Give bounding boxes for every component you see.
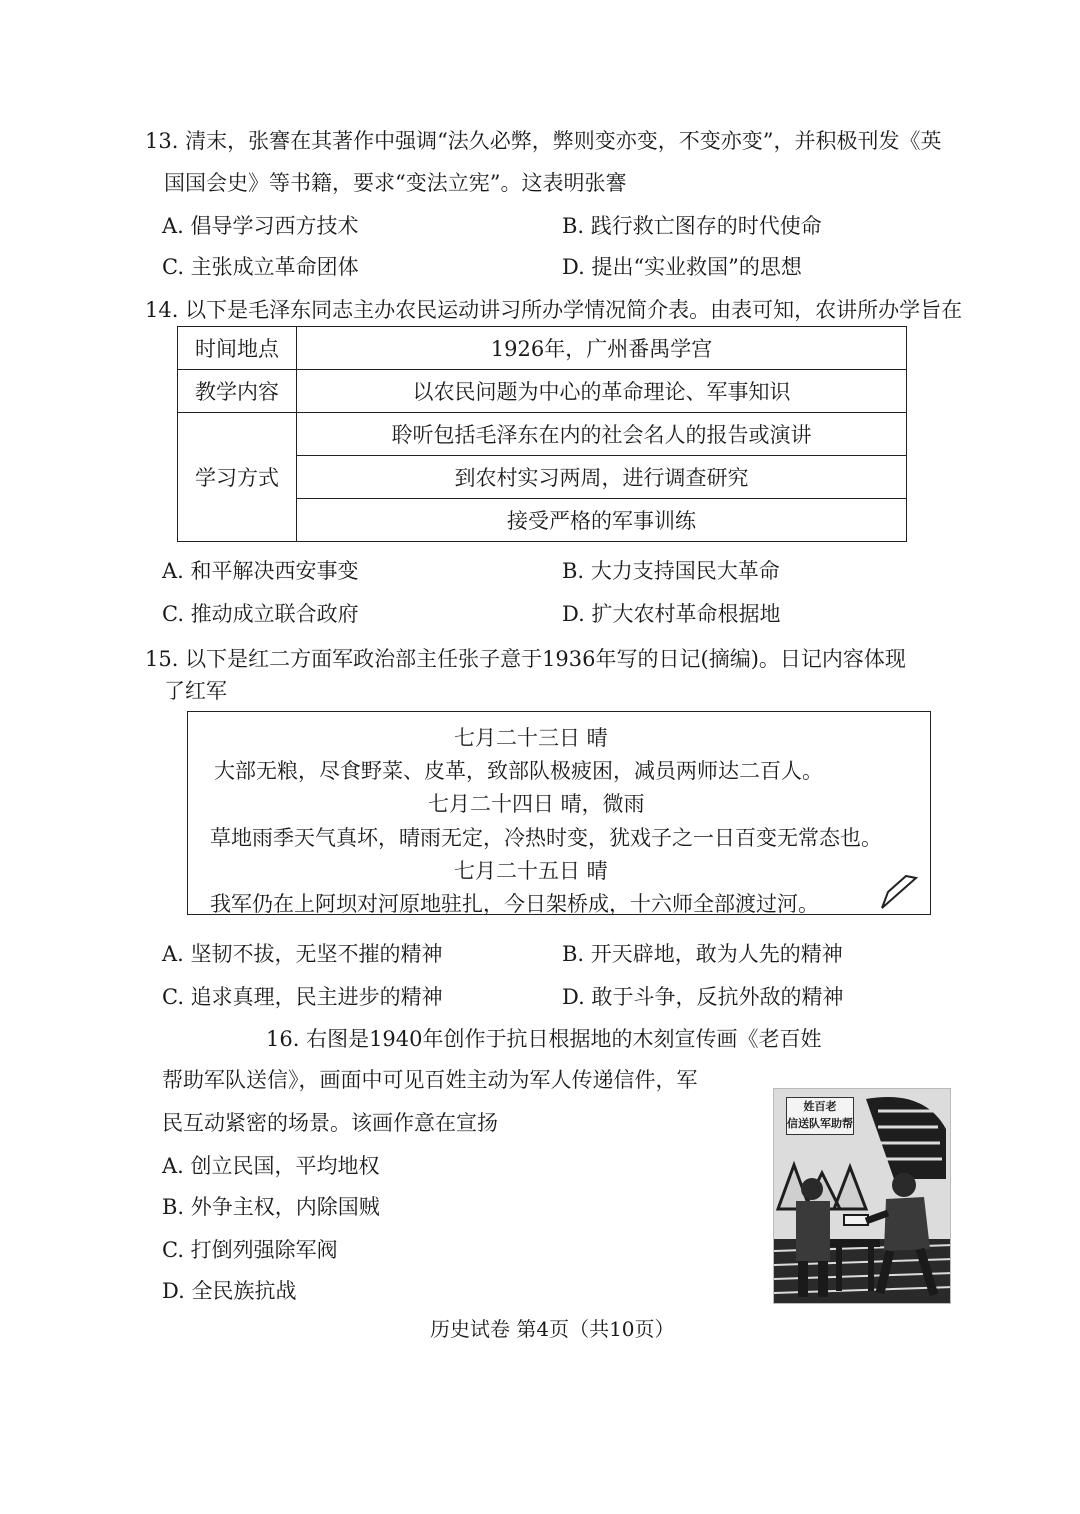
woodcut-caption-line2: 信送队军助帮 bbox=[787, 1117, 853, 1130]
q15-option-c: C. 追求真理，民主进步的精神 bbox=[162, 985, 443, 1009]
q16-stem-line2: 帮助军队送信》，画面中可见百姓主动为军人传递信件，军 bbox=[162, 1068, 698, 1092]
table-value-content: 以农民问题为中心的革命理论、军事知识 bbox=[297, 370, 907, 413]
q15-diary-box bbox=[187, 711, 931, 915]
q13-option-a: A. 倡导学习西方技术 bbox=[162, 214, 359, 238]
diary-date-1: 七月二十三日 晴 bbox=[454, 726, 608, 750]
q15-stem-line1: 15. 以下是红二方面军政治部主任张子意于1936年写的日记(摘编)。日记内容体现 bbox=[145, 647, 906, 671]
woodcut-caption-line1: 姓百老 bbox=[803, 1100, 837, 1113]
q15-option-d: D. 敢于斗争，反抗外敌的精神 bbox=[562, 985, 844, 1009]
diary-text-2: 草地雨季天气真坏，晴雨无定，冷热时变，犹戏子之一日百变无常态也。 bbox=[210, 826, 882, 850]
q15-option-a: A. 坚韧不拔，无坚不摧的精神 bbox=[162, 942, 443, 966]
woodcut-propaganda-image bbox=[773, 1088, 951, 1304]
table-key-content: 教学内容 bbox=[178, 370, 297, 413]
q16-stem-line1: 16. 右图是1940年创作于抗日根据地的木刻宣传画《老百姓 bbox=[266, 1027, 822, 1051]
q16-option-b: B. 外争主权，内除国贼 bbox=[162, 1195, 380, 1219]
q16-option-c: C. 打倒列强除军阀 bbox=[162, 1238, 338, 1262]
q14-option-a: A. 和平解决西安事变 bbox=[162, 559, 359, 583]
q13-option-b: B. 践行救亡图存的时代使命 bbox=[562, 214, 822, 238]
diary-date-2: 七月二十四日 晴，微雨 bbox=[428, 792, 645, 816]
q14-option-d: D. 扩大农村革命根据地 bbox=[562, 602, 781, 626]
diary-date-3: 七月二十五日 晴 bbox=[454, 859, 608, 883]
woodcut-caption bbox=[786, 1097, 854, 1135]
table-key-method: 学习方式 bbox=[178, 413, 297, 542]
q16-stem-line3: 民互动紧密的场景。该画作意在宣扬 bbox=[162, 1111, 498, 1135]
table-value-method-3: 接受严格的军事训练 bbox=[297, 499, 907, 542]
pencil-mark-icon bbox=[878, 872, 920, 912]
q16-option-a: A. 创立民国，平均地权 bbox=[162, 1154, 380, 1178]
table-key-time-place: 时间地点 bbox=[178, 327, 297, 370]
q14-stem: 14. 以下是毛泽东同志主办农民运动讲习所办学情况简介表。由表可知，农讲所办学旨在 bbox=[145, 298, 963, 322]
q14-info-table bbox=[177, 326, 907, 542]
q13-stem-line1: 13. 清末，张謇在其著作中强调“法久必弊，弊则变亦变，不变亦变”，并积极刊发《英 bbox=[145, 129, 942, 153]
diary-text-3: 我军仍在上阿坝对河原地驻扎，今日架桥成，十六师全部渡过河。 bbox=[210, 892, 819, 916]
q14-option-c: C. 推动成立联合政府 bbox=[162, 602, 359, 626]
page-footer: 历史试卷 第4页（共10页） bbox=[430, 1317, 675, 1341]
q14-option-b: B. 大力支持国民大革命 bbox=[562, 559, 780, 583]
q13-option-d: D. 提出“实业救国”的思想 bbox=[562, 255, 802, 279]
q15-stem-line2: 了红军 bbox=[164, 679, 227, 703]
q15-option-b: B. 开天辟地，敢为人先的精神 bbox=[562, 942, 843, 966]
table-value-method-1: 聆听包括毛泽东在内的社会名人的报告或演讲 bbox=[297, 413, 907, 456]
table-value-time-place: 1926年，广州番禺学宫 bbox=[297, 327, 907, 370]
diary-text-1: 大部无粮，尽食野菜、皮革，致部队极疲困，减员两师达二百人。 bbox=[214, 759, 823, 783]
q13-option-c: C. 主张成立革命团体 bbox=[162, 255, 359, 279]
q16-option-d: D. 全民族抗战 bbox=[162, 1279, 297, 1303]
q13-stem-line2: 国国会史》等书籍，要求“变法立宪”。这表明张謇 bbox=[164, 171, 627, 195]
table-value-method-2: 到农村实习两周，进行调查研究 bbox=[297, 456, 907, 499]
